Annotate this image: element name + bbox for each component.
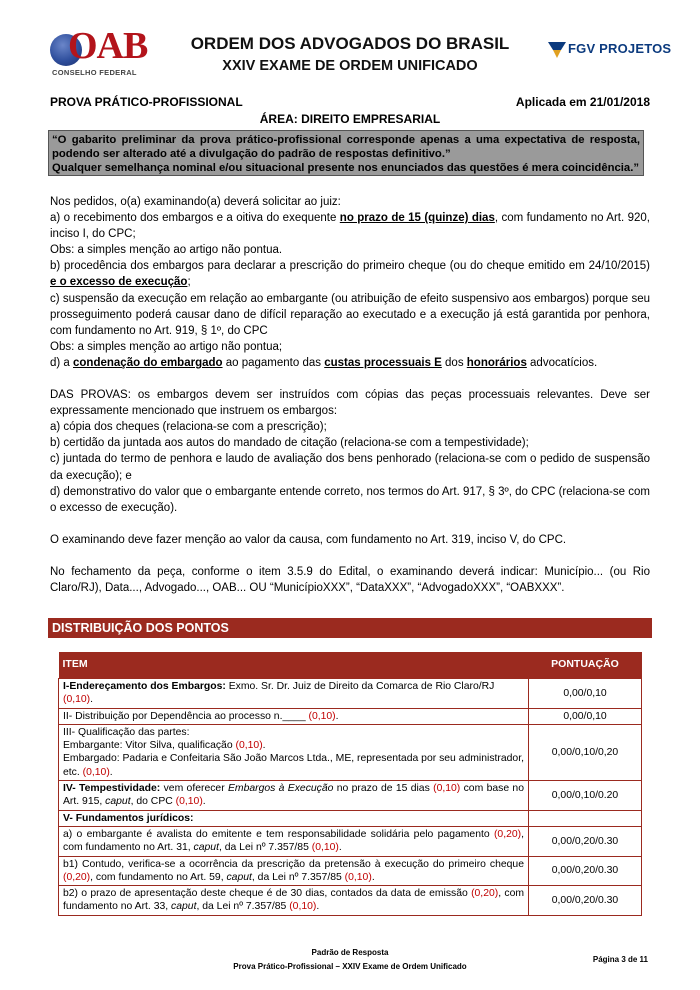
oab-logo-subtitle: CONSELHO FEDERAL (52, 68, 137, 77)
table-row (59, 856, 642, 886)
fgv-logo-text: FGV PROJETOS (568, 41, 672, 56)
item-cell: II- Distribuição por Dependência ao processo n.____ (0,10). (59, 708, 529, 724)
request-c: c) suspensão da execução em relação ao embargante (ou atribuição de efeito suspensivo aos embargos) porque seu prosseguimento poderá causar dano de difícil reparação ao executado e a execução já está garantida por penhora, com fundamento no Art. 919, § 1º, do CPC (50, 292, 650, 337)
evidence-a: a) cópia dos cheques (relaciona-se com a prescrição); (50, 421, 327, 434)
table-row (59, 679, 642, 709)
item-cell: b1) Contudo, verifica-se a ocorrência da prescrição da pretensão à execução do primeiro cheque (0,20), com fundamento no Art. 59, caput, da Lei nº 7.357/85 (0,10). (59, 856, 529, 886)
table-row (59, 724, 642, 780)
case-value-note: O examinando deve fazer menção ao valor da causa, com fundamento no Art. 319, inciso V, do CPC. (50, 533, 567, 546)
evidence-intro: DAS PROVAS: os embargos devem ser instruídos com cópias das peças processuais relevantes. Deve ser expressamente mencionado que instruem os embargos: (50, 389, 650, 418)
table-row (59, 826, 642, 856)
request-a: a) o recebimento dos embargos e a oitiva do exequente no prazo de 15 (quinze) dias, com fundamento no Art. 920, inciso I, do CPC; (50, 212, 650, 241)
disclaimer-box (48, 130, 644, 176)
answer-body (50, 194, 650, 596)
footer-title: Padrão de Resposta (311, 948, 389, 957)
points-cell: 0,00/0,10/0,20 (529, 724, 642, 780)
table-row (59, 781, 642, 811)
points-cell: 0,00/0,20/0.30 (529, 826, 642, 856)
exam-date: Aplicada em 21/01/2018 (515, 95, 650, 109)
evidence-b: b) certidão da juntada aos autos do mandado de citação (relaciona-se com a tempestividade); (50, 437, 529, 450)
points-cell: 0,00/0,10 (529, 708, 642, 724)
points-cell (529, 810, 642, 826)
table-header-row (59, 652, 642, 679)
oab-logo-text: OAB (68, 25, 148, 67)
points-cell: 0,00/0,20/0.30 (529, 886, 642, 916)
disclaimer-line-2: Qualquer semelhança nominal e/ou situacional presente nos enunciados das questões é mera coincidência.” (52, 162, 639, 174)
points-cell: 0,00/0,20/0.30 (529, 856, 642, 886)
footer-subtitle: Prova Prático-Profissional – XXIV Exame de Ordem Unificado (233, 962, 467, 971)
fgv-logo (548, 41, 678, 61)
exam-area: ÁREA: DIREITO EMPRESARIAL (259, 112, 441, 126)
header-title: ORDEM DOS ADVOGADOS DO BRASIL (190, 34, 510, 53)
item-cell: V- Fundamentos jurídicos: (59, 810, 529, 826)
points-table (58, 652, 642, 916)
table-row (59, 886, 642, 916)
item-cell: III- Qualificação das partes: Embargante: Vitor Silva, qualificação (0,10). Embargado: Padaria e Confeitaria São João Marcos Ltda., ME, representada por seu administrador, etc. (0,10). (59, 724, 529, 780)
item-cell: I-Endereçamento dos Embargos: Exmo. Sr. Dr. Juiz de Direito da Comarca de Rio Claro/RJ (0,10). (59, 679, 529, 709)
disclaimer-line-1: “O gabarito preliminar da prova prático-profissional corresponde apenas a uma expectativa de resposta, podendo ser alterado até a divulgação do padrão de respostas definitivo.” (52, 134, 640, 160)
note-1: Obs: a simples menção ao artigo não pontua. (50, 244, 283, 257)
closing-note: No fechamento da peça, conforme o item 3.5.9 do Edital, o examinando deverá indicar: Município... (ou Rio Claro/RJ), Data..., Advogado..., OAB... OU “MunicípioXXX”, “DataXXX”, “AdvogadoXXX”, “OABXXX”. (50, 565, 650, 594)
requests-intro: Nos pedidos, o(a) examinando(a) deverá solicitar ao juiz: (50, 196, 341, 208)
points-cell: 0,00/0,10 (529, 679, 642, 709)
column-header-points: PONTUAÇÃO (529, 652, 642, 679)
evidence-d: d) demonstrativo do valor que o embargante entende correto, nos termos do Art. 917, § 3º, do CPC (relaciona-se com o excesso de execução). (50, 485, 650, 514)
page-number: Página 3 de 11 (592, 955, 648, 964)
note-2: Obs: a simples menção ao artigo não pontua; (50, 340, 283, 353)
table-row (59, 708, 642, 724)
item-cell: a) o embargante é avalista do emitente e tem responsabilidade solidária pelo pagamento (0,20), com fundamento no Art. 31, caput, da Lei nº 7.357/85 (0,10). (59, 826, 529, 856)
request-b: b) procedência dos embargos para declarar a prescrição do primeiro cheque (ou do cheque emitido em 24/10/2015) e o excesso de execução; (50, 260, 650, 289)
evidence-c: c) juntada do termo de penhora e laudo de avaliação dos bens penhorado (relaciona-se com o pedido de suspensão da execução); e (50, 453, 650, 482)
section-title-distribution: DISTRIBUIÇÃO DOS PONTOS (48, 618, 652, 638)
points-cell: 0,00/0,10/0.20 (529, 781, 642, 811)
exam-type: PROVA PRÁTICO-PROFISSIONAL (50, 95, 243, 109)
fgv-mark-icon (548, 42, 566, 58)
item-cell: IV- Tempestividade: vem oferecer Embargos à Execução no prazo de 15 dias (0,10) com base no Art. 915, caput, do CPC (0,10). (59, 781, 529, 811)
header-subtitle: XXIV EXAME DE ORDEM UNIFICADO (222, 58, 478, 74)
item-cell: b2) o prazo de apresentação deste cheque é de 30 dias, contados da data de emissão (0,20), com fundamento no Art. 33, caput, da Lei nº 7.357/85 (0,10). (59, 886, 529, 916)
request-d: d) a condenação do embargado ao pagamento das custas processuais E dos honorários advocatícios. (50, 356, 598, 369)
table-row (59, 810, 642, 826)
column-header-item: ITEM (59, 652, 529, 679)
